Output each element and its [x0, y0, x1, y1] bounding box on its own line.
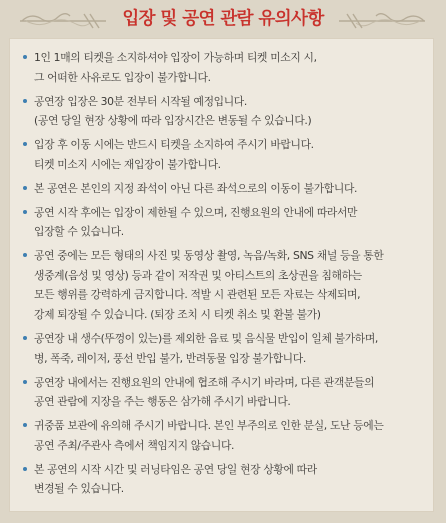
notice-item [22, 246, 432, 324]
bullet-icon [23, 380, 27, 384]
bullet-icon [23, 142, 27, 146]
notice-text-line: 입장할 수 있습니다. [34, 225, 124, 239]
bullet-icon [23, 186, 27, 190]
notice-text-line: 공연 시작 후에는 입장이 제한될 수 있으며, 진행요원의 안내에 따라서만 [34, 205, 358, 219]
notice-text-line: 입장 후 이동 시에는 반드시 티켓을 소지하여 주시기 바랍니다. [34, 138, 314, 152]
bullet-icon [23, 99, 27, 103]
notice-text-line: 공연 주최/주관사 측에서 책임지지 않습니다. [34, 438, 235, 452]
notice-text-line: 귀중품 보관에 유의해 주시기 바랍니다. 본인 부주의로 인한 분실, 도난 등에는 [34, 419, 384, 433]
bullet-icon [23, 423, 27, 427]
notice-text-line: 생중계(음성 및 영상) 등과 같이 저작권 및 아티스트의 초상권을 침해하는 [34, 268, 362, 282]
bullet-icon [23, 336, 27, 340]
notice-item [22, 329, 432, 368]
notice-item [22, 460, 432, 499]
bullet-icon [23, 467, 27, 471]
notice-item [22, 203, 432, 242]
page-title: 입장 및 공연 관람 유의사항 [122, 9, 324, 29]
notice-item [22, 373, 432, 412]
notice-text-line: 그 어떠한 사유로도 입장이 불가합니다. [34, 70, 211, 84]
notice-text-line: 변경될 수 있습니다. [34, 482, 124, 496]
notice-text-line: 공연장 내 생수(뚜껑이 있는)를 제외한 음료 및 음식물 반입이 일체 불가하며, [34, 332, 379, 346]
notice-item [22, 48, 432, 87]
bullet-icon [23, 55, 27, 59]
notice-item [22, 179, 432, 199]
notice-text-line: 공연 관람에 지장을 주는 행동은 삼가해 주시기 바랍니다. [34, 395, 291, 409]
notice-text-line: 공연장 입장은 30분 전부터 시작될 예정입니다. [34, 94, 247, 108]
bullet-icon [23, 253, 27, 257]
notice-item [22, 416, 432, 455]
notice-header [0, 4, 446, 38]
notice-text-line: 병, 폭죽, 레이저, 풍선 반입 불가, 반려동물 입장 불가합니다. [34, 351, 306, 365]
notice-text-line: 본 공연은 본인의 지정 좌석이 아닌 다른 좌석으로의 이동이 불가합니다. [34, 181, 358, 195]
notice-text-line: 공연장 내에서는 진행요원의 안내에 협조해 주시기 바라며, 다른 관객분들의 [34, 375, 375, 389]
notice-text-line: 모든 행위를 강력하게 금지합니다. 적발 시 관련된 모든 자료는 삭제되며, [34, 288, 361, 302]
notice-text-line: 1인 1매의 티켓을 소지하셔야 입장이 가능하며 티켓 미소지 시, [34, 51, 317, 64]
notice-text-line: 강제 퇴장될 수 있습니다. (퇴장 조치 시 티켓 취소 및 환불 불가) [34, 308, 321, 322]
notice-text-line: 본 공연의 시작 시간 및 러닝타임은 공연 당일 현장 상황에 따라 [34, 462, 317, 476]
notice-text-line: 티켓 미소지 시에는 재입장이 불가합니다. [34, 157, 221, 171]
notice-list [22, 48, 432, 503]
notice-text-line: 공연 중에는 모든 형태의 사진 및 동영상 촬영, 녹음/녹화, SNS 채널 등을 통한 [34, 249, 384, 263]
notice-item [22, 92, 432, 131]
notice-text-line: (공연 당일 현장 상황에 따라 입장시간은 변동될 수 있습니다.) [34, 114, 312, 128]
bullet-icon [23, 210, 27, 214]
right-ornament-icon [333, 4, 428, 38]
notice-item [22, 135, 432, 174]
